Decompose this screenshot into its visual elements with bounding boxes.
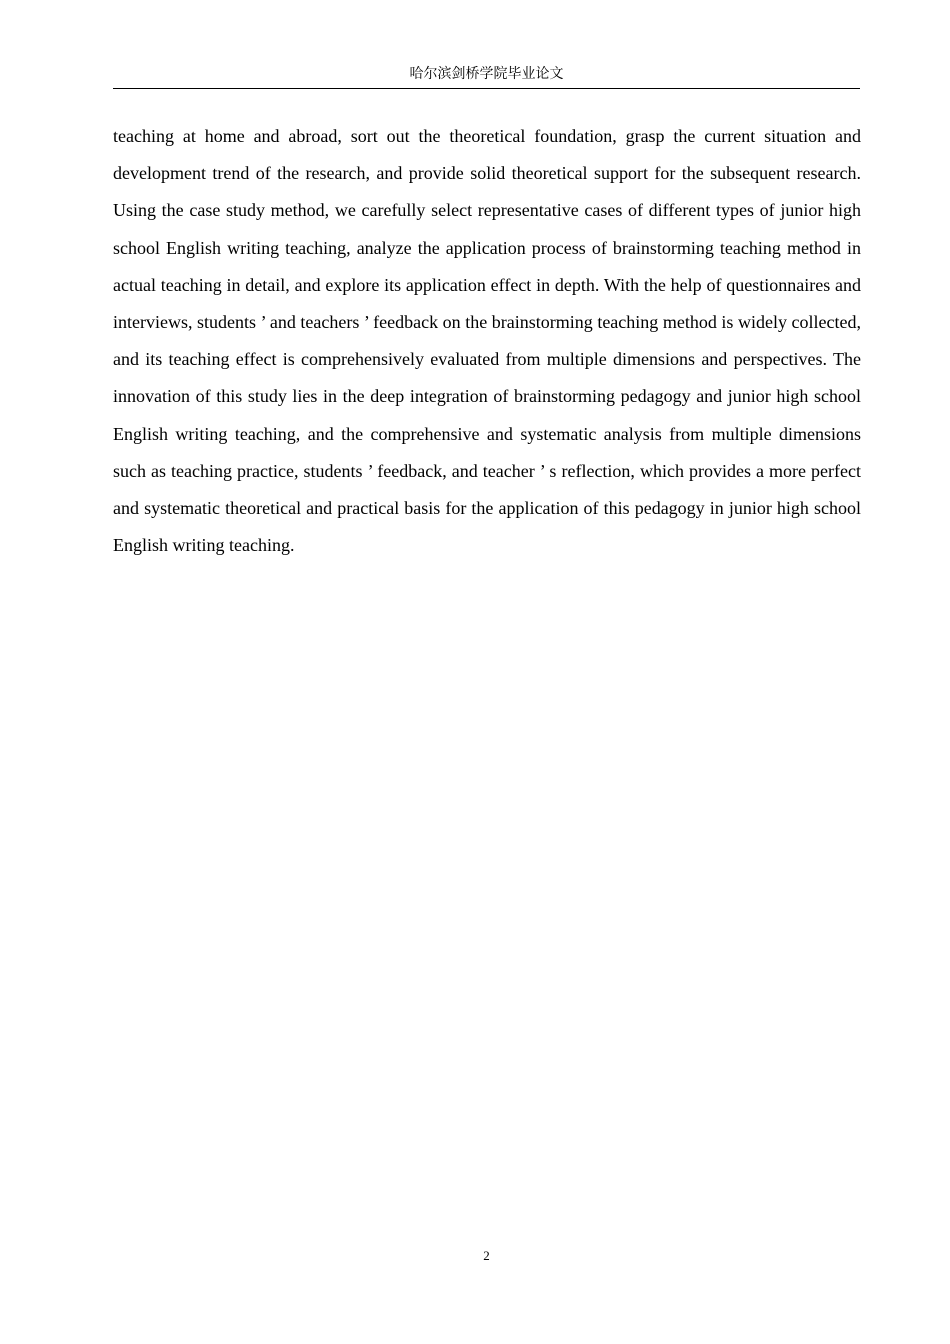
body-paragraph: teaching at home and abroad, sort out the theoretical foundation, grasp the current situation and development trend of the research, and provide solid theoretical support for the subsequent research. Using the case study method, we carefully select representative cases of different types of junior high school English writing teaching, analyze the application process of brainstorming teaching method in actual teaching in detail, and explore its application effect in depth. With the help of questionnaires and interviews, students ’ and teachers ’ feedback on the brainstorming teaching method is widely collected, and its teaching effect is comprehensively evaluated from multiple dimensions and perspectives. The innovation of this study lies in the deep integration of brainstorming pedagogy and junior high school English writing teaching, and the comprehensive and systematic analysis from multiple dimensions such as teaching practice, students ’ feedback, and teacher ’ s reflection, which provides a more perfect and systematic theoretical and practical basis for the application of this pedagogy in junior high school English writing teaching. [113,126,861,556]
header-divider [113,88,860,89]
running-header: 哈尔滨剑桥学院毕业论文 [409,67,564,82]
page-number: 2 [483,1248,490,1263]
